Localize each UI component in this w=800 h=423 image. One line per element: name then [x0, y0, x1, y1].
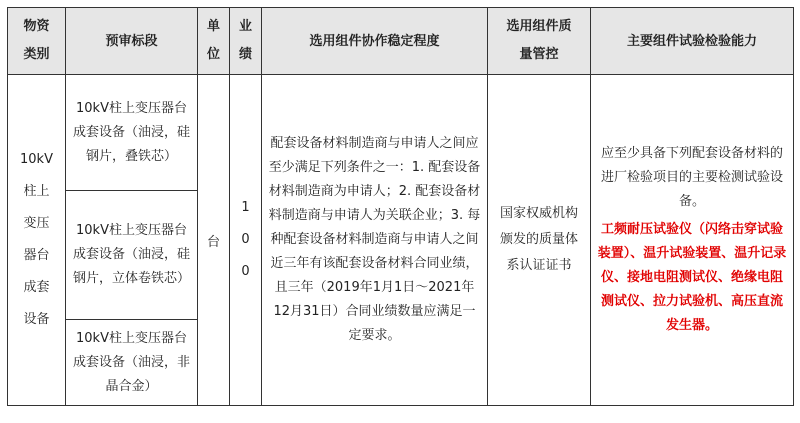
- qualification-table: [7, 7, 794, 406]
- bid-section-2: 10kV柱上变压器台成套设备（油浸，硅钢片，立体卷铁芯）: [66, 191, 198, 320]
- testing-intro: 应至少具备下列配套设备材料的进厂检验项目的主要检测试验设备。: [600, 146, 783, 209]
- header-cooperation: 选用组件协作稳定程度: [262, 8, 488, 75]
- header-quality: 选用组件质 量管控: [488, 8, 591, 75]
- testing-cell: [591, 75, 794, 406]
- bid-section-3: 10kV柱上变压器台成套设备（油浸，非晶合金）: [66, 320, 198, 406]
- header-testing: 主要组件试验检验能力: [591, 8, 794, 75]
- header-bid-section: 预审标段: [66, 8, 198, 75]
- cooperation-cell: 配套设备材料制造商与申请人之间应至少满足下列条件之一：1. 配套设备材料制造商为申请人；2. 配套设备材料制造商与申请人为关联企业；3. 每种配套设备材料制造商与申请人之间近三年有该配套设备材料合同业绩，且三年（2019年1月1日～2021年12月31日）合同业绩数量应满足一定要求。: [262, 75, 488, 406]
- header-unit: 单 位: [198, 8, 230, 75]
- table-row: [8, 75, 794, 191]
- header-performance: 业 绩: [230, 8, 262, 75]
- category-cell: 10kV 柱上 变压 器台 成套 设备: [8, 75, 66, 406]
- unit-cell: 台: [198, 75, 230, 406]
- quality-cell: 国家权威机构颁发的质量体系认证证书: [488, 75, 591, 406]
- header-row: [8, 8, 794, 75]
- testing-items: 工频耐压试验仪（闪络击穿试验装置）、温升试验装置、温升记录仪、接地电阻测试仪、绝缘电阻测试仪、拉力试验机、高压直流发生器。: [597, 222, 787, 333]
- header-material-category: 物资 类别: [8, 8, 66, 75]
- bid-section-1: 10kV柱上变压器台成套设备（油浸，硅钢片，叠铁芯）: [66, 75, 198, 191]
- performance-cell: 1 0 0: [230, 75, 262, 406]
